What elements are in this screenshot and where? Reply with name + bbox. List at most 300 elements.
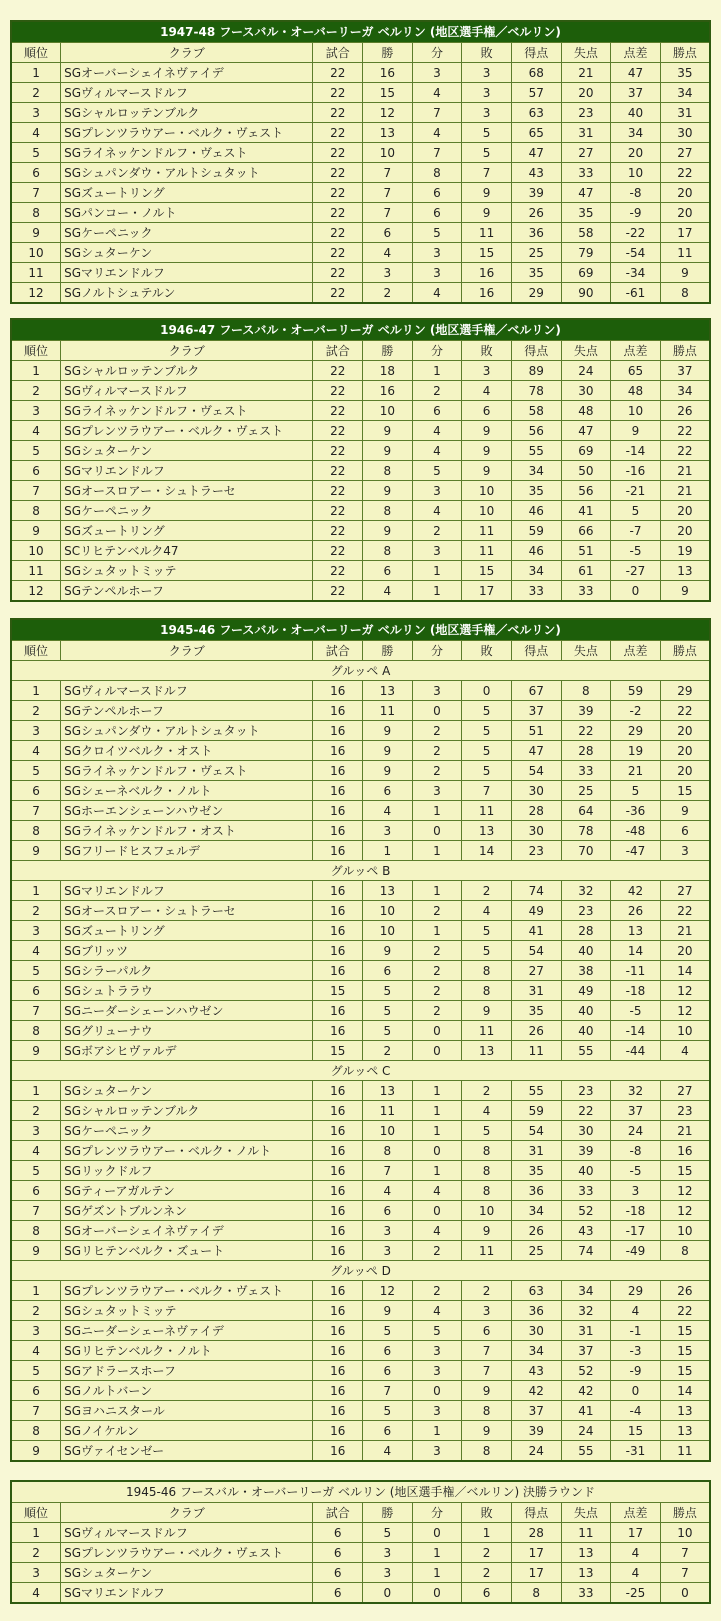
cell-rank: 1 (11, 1081, 61, 1101)
table-row (11, 1161, 710, 1181)
cell-goals-for: 41 (511, 921, 561, 941)
cell-goal-diff: -47 (611, 841, 661, 861)
cell-played: 22 (313, 441, 363, 461)
cell-rank: 8 (11, 1421, 61, 1441)
cell-drawn: 2 (412, 381, 462, 401)
cell-goals-for: 55 (511, 441, 561, 461)
cell-goals-for: 78 (511, 381, 561, 401)
cell-drawn: 2 (412, 981, 462, 1001)
cell-club: SGマリエンドルフ (61, 263, 313, 283)
cell-played: 22 (313, 223, 363, 243)
cell-lost: 13 (462, 821, 512, 841)
cell-drawn: 3 (412, 541, 462, 561)
table-row (11, 541, 710, 561)
cell-club: SCリヒテンベルク47 (61, 541, 313, 561)
cell-drawn: 1 (412, 1081, 462, 1101)
table-row (11, 203, 710, 223)
cell-goal-diff: 14 (611, 941, 661, 961)
table-row (11, 801, 710, 821)
cell-rank: 12 (11, 581, 61, 602)
cell-played: 22 (313, 203, 363, 223)
cell-played: 22 (313, 63, 363, 83)
cell-goal-diff: -5 (611, 541, 661, 561)
cell-won: 10 (363, 901, 413, 921)
cell-club: SGボアシヒヴァルデ (61, 1041, 313, 1061)
cell-won: 9 (363, 941, 413, 961)
cell-drawn: 3 (412, 1401, 462, 1421)
cell-goal-diff: 10 (611, 401, 661, 421)
cell-goals-for: 42 (511, 1381, 561, 1401)
cell-played: 16 (313, 1241, 363, 1261)
cell-points: 8 (660, 283, 710, 304)
cell-lost: 7 (462, 163, 512, 183)
cell-drawn: 6 (412, 183, 462, 203)
cell-points: 34 (660, 83, 710, 103)
cell-goals-for: 30 (511, 1321, 561, 1341)
column-header-played: 試合 (313, 43, 363, 63)
cell-club: SGシュパンダウ・アルトシュタット (61, 163, 313, 183)
cell-goals-for: 59 (511, 1101, 561, 1121)
cell-goals-against: 58 (561, 223, 611, 243)
cell-points: 20 (660, 183, 710, 203)
cell-played: 16 (313, 681, 363, 701)
cell-won: 3 (363, 1221, 413, 1241)
cell-goals-for: 23 (511, 841, 561, 861)
cell-goal-diff: 48 (611, 381, 661, 401)
cell-goals-for: 33 (511, 581, 561, 602)
table-row (11, 441, 710, 461)
cell-drawn: 1 (412, 921, 462, 941)
cell-won: 5 (363, 1001, 413, 1021)
cell-drawn: 2 (412, 1241, 462, 1261)
cell-club: SGヴィルマースドルフ (61, 381, 313, 401)
cell-drawn: 0 (412, 1041, 462, 1061)
cell-goal-diff: 0 (611, 1381, 661, 1401)
cell-goals-against: 38 (561, 961, 611, 981)
cell-played: 16 (313, 1401, 363, 1421)
cell-goals-against: 20 (561, 83, 611, 103)
cell-won: 11 (363, 1101, 413, 1121)
cell-won: 4 (363, 243, 413, 263)
cell-goal-diff: -7 (611, 521, 661, 541)
cell-played: 22 (313, 501, 363, 521)
cell-won: 13 (363, 681, 413, 701)
cell-goals-for: 35 (511, 1161, 561, 1181)
cell-won: 8 (363, 541, 413, 561)
cell-goal-diff: 29 (611, 721, 661, 741)
cell-lost: 4 (462, 381, 512, 401)
cell-goals-against: 28 (561, 741, 611, 761)
cell-goals-for: 17 (511, 1563, 561, 1583)
cell-goals-against: 39 (561, 701, 611, 721)
cell-goal-diff: 47 (611, 63, 661, 83)
cell-club: SGシラーパルク (61, 961, 313, 981)
cell-goal-diff: -8 (611, 1141, 661, 1161)
table-row (11, 961, 710, 981)
cell-drawn: 1 (412, 1563, 462, 1583)
cell-played: 22 (313, 541, 363, 561)
cell-points: 37 (660, 361, 710, 381)
cell-club: SGヴァイセンゼー (61, 1441, 313, 1462)
cell-goal-diff: -44 (611, 1041, 661, 1061)
cell-rank: 5 (11, 143, 61, 163)
cell-points: 20 (660, 761, 710, 781)
cell-rank: 4 (11, 1141, 61, 1161)
cell-played: 16 (313, 1421, 363, 1441)
cell-club: SGテンペルホーフ (61, 581, 313, 602)
cell-goals-against: 13 (561, 1543, 611, 1563)
cell-won: 0 (363, 1583, 413, 1604)
cell-goals-for: 54 (511, 761, 561, 781)
table-row (11, 1321, 710, 1341)
cell-points: 10 (660, 1523, 710, 1543)
cell-played: 6 (313, 1543, 363, 1563)
cell-club: SGマリエンドルフ (61, 881, 313, 901)
cell-points: 20 (660, 521, 710, 541)
cell-rank: 10 (11, 541, 61, 561)
cell-rank: 7 (11, 481, 61, 501)
group-label: グルッペ D (11, 1261, 710, 1281)
cell-club: SGシュトララウ (61, 981, 313, 1001)
cell-goal-diff: 10 (611, 163, 661, 183)
cell-played: 16 (313, 1281, 363, 1301)
cell-won: 9 (363, 481, 413, 501)
cell-played: 22 (313, 401, 363, 421)
cell-goals-for: 39 (511, 1421, 561, 1441)
cell-points: 15 (660, 1361, 710, 1381)
cell-goals-against: 40 (561, 1161, 611, 1181)
cell-goals-for: 35 (511, 481, 561, 501)
column-header-won: 勝 (363, 641, 413, 661)
cell-goal-diff: 3 (611, 1181, 661, 1201)
cell-rank: 6 (11, 1181, 61, 1201)
cell-won: 7 (363, 163, 413, 183)
cell-drawn: 2 (412, 941, 462, 961)
cell-club: SGクロイツベルク・オスト (61, 741, 313, 761)
cell-goals-for: 30 (511, 781, 561, 801)
cell-points: 26 (660, 401, 710, 421)
cell-won: 3 (363, 1241, 413, 1261)
cell-goals-for: 63 (511, 1281, 561, 1301)
column-header-goals-against: 失点 (561, 43, 611, 63)
cell-goal-diff: -18 (611, 1201, 661, 1221)
cell-goal-diff: 26 (611, 901, 661, 921)
cell-won: 6 (363, 1201, 413, 1221)
cell-goals-against: 90 (561, 283, 611, 304)
cell-goal-diff: -54 (611, 243, 661, 263)
cell-played: 16 (313, 1321, 363, 1341)
cell-lost: 3 (462, 1301, 512, 1321)
cell-points: 29 (660, 681, 710, 701)
table-row (11, 981, 710, 1001)
column-header-points: 勝点 (660, 641, 710, 661)
cell-won: 9 (363, 441, 413, 461)
cell-lost: 2 (462, 1543, 512, 1563)
cell-points: 20 (660, 501, 710, 521)
cell-points: 22 (660, 421, 710, 441)
cell-rank: 5 (11, 441, 61, 461)
cell-goals-against: 52 (561, 1201, 611, 1221)
table-row (11, 1421, 710, 1441)
column-header-club: クラブ (61, 1503, 313, 1523)
cell-played: 16 (313, 1121, 363, 1141)
cell-played: 16 (313, 761, 363, 781)
cell-goals-against: 64 (561, 801, 611, 821)
cell-club: SGノイケルン (61, 1421, 313, 1441)
cell-rank: 3 (11, 1563, 61, 1583)
cell-won: 3 (363, 821, 413, 841)
cell-goals-against: 23 (561, 901, 611, 921)
cell-goals-for: 43 (511, 1361, 561, 1381)
cell-rank: 4 (11, 421, 61, 441)
table-row (11, 921, 710, 941)
cell-drawn: 5 (412, 1321, 462, 1341)
cell-lost: 8 (462, 961, 512, 981)
cell-lost: 0 (462, 681, 512, 701)
cell-lost: 9 (462, 203, 512, 223)
table-header-row (11, 43, 710, 63)
table-row (11, 521, 710, 541)
cell-drawn: 2 (412, 1281, 462, 1301)
cell-won: 10 (363, 143, 413, 163)
cell-played: 22 (313, 283, 363, 304)
cell-points: 3 (660, 841, 710, 861)
cell-goals-against: 33 (561, 1583, 611, 1604)
column-header-goals-for: 得点 (511, 43, 561, 63)
cell-drawn: 5 (412, 461, 462, 481)
table-row (11, 941, 710, 961)
column-header-played: 試合 (313, 1503, 363, 1523)
cell-rank: 5 (11, 761, 61, 781)
table-row (11, 821, 710, 841)
cell-club: SGヴィルマースドルフ (61, 1523, 313, 1543)
cell-lost: 8 (462, 1141, 512, 1161)
cell-club: SGケーペニック (61, 501, 313, 521)
cell-drawn: 3 (412, 781, 462, 801)
cell-rank: 11 (11, 263, 61, 283)
cell-goals-for: 31 (511, 981, 561, 1001)
cell-goals-for: 35 (511, 1001, 561, 1021)
cell-goals-for: 36 (511, 1301, 561, 1321)
cell-goals-against: 35 (561, 203, 611, 223)
cell-lost: 11 (462, 801, 512, 821)
cell-club: SGホーエンシェーンハウゼン (61, 801, 313, 821)
cell-goals-for: 65 (511, 123, 561, 143)
cell-goals-for: 67 (511, 681, 561, 701)
cell-club: SGプレンツラウアー・ベルク・ヴェスト (61, 123, 313, 143)
cell-lost: 3 (462, 103, 512, 123)
cell-drawn: 3 (412, 63, 462, 83)
cell-goal-diff: -9 (611, 1361, 661, 1381)
cell-won: 12 (363, 1281, 413, 1301)
table-row (11, 83, 710, 103)
cell-goals-against: 49 (561, 981, 611, 1001)
cell-goals-for: 47 (511, 143, 561, 163)
cell-won: 5 (363, 981, 413, 1001)
cell-goals-for: 68 (511, 63, 561, 83)
cell-goals-for: 24 (511, 1441, 561, 1462)
table-row (11, 1121, 710, 1141)
cell-rank: 5 (11, 961, 61, 981)
cell-points: 21 (660, 461, 710, 481)
table-title: 1945-46 フースバル・オーバーリーガ ベルリン (地区選手権／ベルリン) 決勝ラウンド (11, 1481, 710, 1503)
cell-rank: 7 (11, 183, 61, 203)
table-row (11, 1041, 710, 1061)
cell-goals-for: 34 (511, 461, 561, 481)
cell-won: 7 (363, 1161, 413, 1181)
cell-lost: 5 (462, 941, 512, 961)
cell-club: SGマリエンドルフ (61, 461, 313, 481)
column-header-played: 試合 (313, 641, 363, 661)
column-header-played: 試合 (313, 341, 363, 361)
column-header-goals-for: 得点 (511, 1503, 561, 1523)
table-row (11, 901, 710, 921)
column-header-rank: 順位 (11, 341, 61, 361)
cell-lost: 9 (462, 421, 512, 441)
cell-goals-for: 37 (511, 701, 561, 721)
cell-goals-for: 43 (511, 163, 561, 183)
cell-rank: 8 (11, 203, 61, 223)
cell-played: 22 (313, 581, 363, 602)
cell-goals-for: 34 (511, 1201, 561, 1221)
table-row (11, 461, 710, 481)
cell-points: 0 (660, 1583, 710, 1604)
cell-goal-diff: 4 (611, 1543, 661, 1563)
cell-drawn: 5 (412, 223, 462, 243)
cell-goal-diff: -16 (611, 461, 661, 481)
cell-points: 31 (660, 103, 710, 123)
cell-drawn: 4 (412, 501, 462, 521)
cell-lost: 2 (462, 1081, 512, 1101)
table-header-row (11, 1503, 710, 1523)
cell-goal-diff: -17 (611, 1221, 661, 1241)
cell-goals-against: 56 (561, 481, 611, 501)
cell-rank: 3 (11, 401, 61, 421)
cell-club: SGテンペルホーフ (61, 701, 313, 721)
cell-lost: 1 (462, 1523, 512, 1543)
cell-won: 5 (363, 1021, 413, 1041)
cell-rank: 10 (11, 243, 61, 263)
cell-goal-diff: 65 (611, 361, 661, 381)
table-row (11, 223, 710, 243)
cell-goals-against: 40 (561, 941, 611, 961)
cell-rank: 9 (11, 223, 61, 243)
cell-rank: 3 (11, 103, 61, 123)
cell-drawn: 0 (412, 1381, 462, 1401)
cell-goal-diff: 32 (611, 1081, 661, 1101)
table-row (11, 1361, 710, 1381)
table-row (11, 701, 710, 721)
cell-drawn: 2 (412, 901, 462, 921)
cell-points: 21 (660, 481, 710, 501)
cell-goals-against: 31 (561, 1321, 611, 1341)
cell-goals-for: 63 (511, 103, 561, 123)
cell-club: SGフリードヒスフェルデ (61, 841, 313, 861)
cell-points: 11 (660, 243, 710, 263)
cell-goals-for: 37 (511, 1401, 561, 1421)
cell-rank: 4 (11, 741, 61, 761)
table-row (11, 561, 710, 581)
cell-goals-for: 39 (511, 183, 561, 203)
table-row (11, 123, 710, 143)
cell-points: 19 (660, 541, 710, 561)
table-row (11, 401, 710, 421)
cell-won: 5 (363, 1401, 413, 1421)
cell-goals-against: 33 (561, 581, 611, 602)
cell-won: 6 (363, 223, 413, 243)
cell-points: 9 (660, 581, 710, 602)
cell-played: 22 (313, 421, 363, 441)
group-label: グルッペ C (11, 1061, 710, 1081)
cell-goal-diff: -11 (611, 961, 661, 981)
column-header-club: クラブ (61, 43, 313, 63)
cell-points: 15 (660, 1161, 710, 1181)
cell-rank: 2 (11, 701, 61, 721)
cell-goals-against: 33 (561, 1181, 611, 1201)
cell-played: 16 (313, 941, 363, 961)
cell-played: 16 (313, 1081, 363, 1101)
cell-rank: 7 (11, 1201, 61, 1221)
table-row (11, 1281, 710, 1301)
cell-lost: 9 (462, 183, 512, 203)
cell-goal-diff: 5 (611, 501, 661, 521)
cell-drawn: 1 (412, 881, 462, 901)
cell-drawn: 0 (412, 1201, 462, 1221)
cell-lost: 11 (462, 223, 512, 243)
cell-points: 27 (660, 881, 710, 901)
cell-goals-for: 54 (511, 941, 561, 961)
cell-rank: 9 (11, 521, 61, 541)
cell-rank: 2 (11, 1543, 61, 1563)
column-header-points: 勝点 (660, 1503, 710, 1523)
cell-goals-for: 54 (511, 1121, 561, 1141)
cell-lost: 15 (462, 561, 512, 581)
cell-played: 16 (313, 1361, 363, 1381)
table-row (11, 841, 710, 861)
cell-won: 16 (363, 63, 413, 83)
cell-lost: 5 (462, 721, 512, 741)
column-header-drawn: 分 (412, 43, 462, 63)
cell-goals-for: 55 (511, 1081, 561, 1101)
cell-club: SGゲズントブルンネン (61, 1201, 313, 1221)
cell-goal-diff: 37 (611, 83, 661, 103)
column-header-points: 勝点 (660, 341, 710, 361)
cell-points: 23 (660, 1101, 710, 1121)
cell-club: SGアドラースホーフ (61, 1361, 313, 1381)
cell-goals-against: 69 (561, 441, 611, 461)
cell-goals-against: 23 (561, 1081, 611, 1101)
cell-goal-diff: 13 (611, 921, 661, 941)
cell-rank: 1 (11, 881, 61, 901)
table-row (11, 1001, 710, 1021)
cell-drawn: 0 (412, 1021, 462, 1041)
cell-goal-diff: 4 (611, 1563, 661, 1583)
cell-played: 15 (313, 1041, 363, 1061)
cell-won: 10 (363, 401, 413, 421)
cell-goals-for: 57 (511, 83, 561, 103)
cell-club: SGシュターケン (61, 243, 313, 263)
cell-won: 7 (363, 183, 413, 203)
cell-goals-for: 59 (511, 521, 561, 541)
cell-club: SGマリエンドルフ (61, 1583, 313, 1604)
cell-won: 9 (363, 721, 413, 741)
cell-goals-for: 47 (511, 741, 561, 761)
table-row (11, 1563, 710, 1583)
group-label: グルッペ B (11, 861, 710, 881)
cell-lost: 2 (462, 1281, 512, 1301)
cell-goals-against: 22 (561, 721, 611, 741)
cell-won: 6 (363, 781, 413, 801)
